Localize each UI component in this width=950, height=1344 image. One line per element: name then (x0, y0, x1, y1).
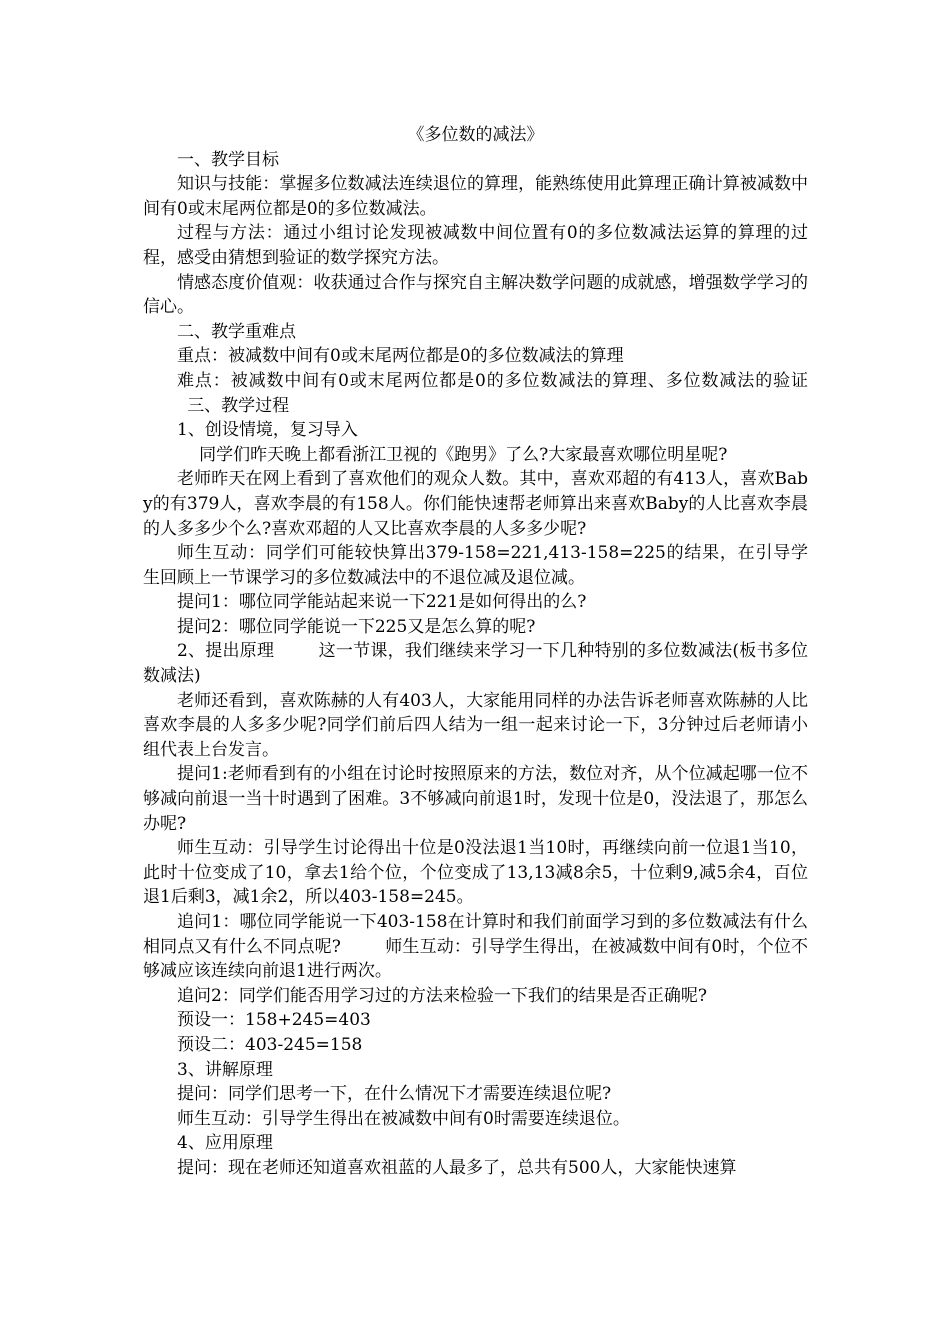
paragraph-tail-text: 这一节课，我们继续来学习一下几种特别的多位数减法(板书多位数减法) (143, 641, 808, 687)
paragraph (143, 467, 808, 541)
paragraph (143, 221, 808, 270)
paragraph (143, 172, 808, 221)
paragraph-tail-text: 师生互动：引导学生得出，在被减数中间有0时，个位不够减应该连续向前退1进行两次。 (143, 936, 808, 982)
paragraph (143, 1008, 808, 1033)
paragraph (143, 762, 808, 836)
paragraph-text: 2、提出原理 (177, 641, 275, 662)
paragraph (143, 836, 808, 910)
paragraph-text: 提问：同学们思考一下，在什么情况下才需要连续退位呢? (177, 1084, 612, 1105)
paragraph-text: 追问2：同学们能否用学习过的方法来检验一下我们的结果是否正确呢? (177, 985, 707, 1006)
paragraph-text: 一、教学目标 (177, 149, 279, 170)
paragraph (143, 1107, 808, 1132)
paragraph-text: 师生互动：引导学生得出在被减数中间有0时需要连续退位。 (177, 1108, 630, 1129)
paragraph-text: 提问1：哪位同学能站起来说一下221是如何得出的么? (177, 592, 587, 613)
paragraph-text: 老师昨天在网上看到了喜欢他们的观众人数。其中，喜欢邓超的有413人，喜欢Baby的有379人，喜欢李晨的有158人。你们能快速帮老师算出来喜欢Baby的人比喜欢李晨的人多多少个么?喜欢邓超的人又比喜欢李晨的人多多少呢? (143, 469, 808, 539)
paragraph-text: 师生互动：同学们可能较快算出379-158=221,413-158=225的结果，在引导学生回顾上一节课学习的多位数减法中的不退位减及退位减。 (143, 543, 808, 588)
paragraph-text: 提问：现在老师还知道喜欢祖蓝的人最多了，总共有500人，大家能快速算 (177, 1157, 737, 1178)
document-body (143, 148, 808, 1181)
paragraph (143, 1033, 808, 1058)
paragraph-text: 提问2：哪位同学能说一下225又是怎么算的呢? (177, 616, 536, 637)
paragraph (143, 1131, 808, 1156)
paragraph-text: 情感态度价值观：收获通过合作与探究自主解决数学问题的成就感，增强数学学习的信心。 (143, 272, 808, 318)
paragraph-text: 二、教学重难点 (177, 321, 296, 342)
paragraph (143, 984, 808, 1009)
paragraph (143, 443, 808, 468)
paragraph (143, 1058, 808, 1083)
paragraph (143, 639, 808, 688)
paragraph-text: 提问1:老师看到有的小组在讨论时按照原来的方法，数位对齐，从个位减起哪一位不够减向前退一当十时遇到了困难。3不够减向前退1时，发现十位是0，没法退了，那怎么办呢? (143, 764, 808, 834)
paragraph-text: 难点：被减数中间有0或末尾两位都是0的多位数减法的算理、多位数减法的验证 (177, 370, 808, 391)
paragraph (143, 590, 808, 615)
paragraph-text: 师生互动：引导学生讨论得出十位是0没法退1当10时，再继续向前一位退1当10，此时十位变成了10，拿去1给个位，个位变成了13,13减8余5，十位剩9,减5余4，百位退1后剩3，减1余2，所以403-158=245。 (143, 838, 808, 908)
paragraph (143, 344, 808, 369)
paragraph (143, 541, 808, 590)
paragraph-text: 重点：被减数中间有0或末尾两位都是0的多位数减法的算理 (177, 346, 624, 367)
paragraph-text: 过程与方法：通过小组讨论发现被减数中间位置有0的多位数减法运算的算理的过程，感受由猜想到验证的数学探究方法。 (143, 223, 808, 268)
paragraph-text: 老师还看到，喜欢陈赫的人有403人，大家能用同样的办法告诉老师喜欢陈赫的人比喜欢李晨的人多多少呢?同学们前后四人结为一组一起来讨论一下，3分钟过后老师请小组代表上台发言。 (143, 690, 808, 760)
document-page (143, 123, 808, 1181)
paragraph (143, 369, 808, 418)
paragraph-text: 3、讲解原理 (177, 1059, 273, 1080)
paragraph-text: 4、应用原理 (177, 1133, 273, 1154)
paragraph (143, 615, 808, 640)
paragraph (143, 418, 808, 443)
paragraph (143, 1156, 808, 1181)
paragraph (143, 910, 808, 984)
paragraph (143, 320, 808, 345)
paragraph-text: 知识与技能：掌握多位数减法连续退位的算理，能熟练使用此算理正确计算被减数中间有0或末尾两位都是0的多位数减法。 (143, 174, 808, 219)
paragraph (143, 148, 808, 173)
paragraph-text: 预设一：158+245=403 (177, 1010, 371, 1031)
paragraph (143, 1082, 808, 1107)
paragraph-text: 同学们昨天晚上都看浙江卫视的《跑男》了么?大家最喜欢哪位明星呢? (199, 444, 728, 465)
document-title: 《多位数的减法》 (407, 125, 544, 145)
paragraph-tail-text: 三、教学过程 (187, 395, 290, 416)
paragraph (143, 271, 808, 320)
paragraph-text: 1、创设情境，复习导入 (177, 420, 358, 441)
paragraph-text: 预设二：403-245=158 (177, 1034, 363, 1055)
paragraph-text: 追问1：哪位同学能说一下403-158在计算时和我们前面学习到的多位数减法有什么相同点又有什么不同点呢? (143, 912, 808, 957)
paragraph (143, 689, 808, 763)
